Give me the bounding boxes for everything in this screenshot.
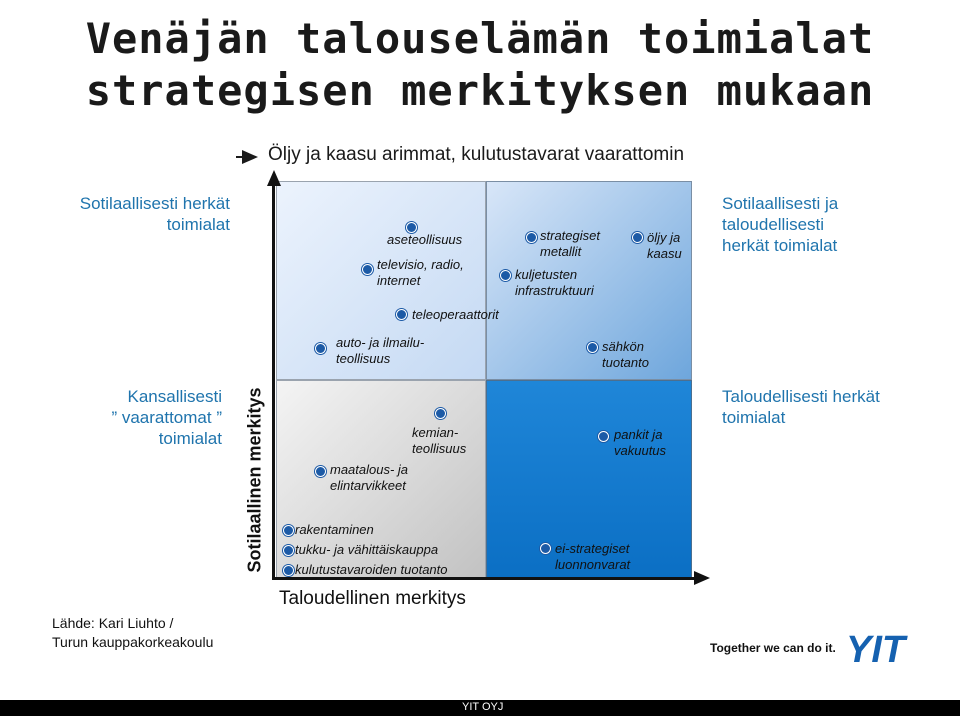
- yit-logo-icon: [842, 628, 938, 668]
- ei-strategiset-dot-icon: [540, 543, 551, 554]
- label-bottom-left: Kansallisesti ” vaarattomat ” toimialat: [111, 387, 222, 448]
- horizontal-axis-arrow-icon: [694, 571, 710, 585]
- teleoperaattorit-dot-icon: [396, 309, 407, 320]
- vertical-axis-arrow-icon: [267, 170, 281, 186]
- oljy-dot-icon: [632, 232, 643, 243]
- item-rakentaminen: rakentaminen: [295, 522, 374, 537]
- label-top-left: Sotilaallisesti herkät toimialat: [79, 194, 230, 234]
- item-kulutustavaroiden: kulutustavaroiden tuotanto: [295, 562, 448, 577]
- footer-text: YIT OYJ: [462, 701, 504, 713]
- label-top-right: Sotilaallisesti ja taloudellisesti herkät toimialat: [722, 194, 839, 255]
- footer-bar: [0, 700, 960, 716]
- pankit-dot-icon: [598, 431, 609, 442]
- kuljetusten-dot-icon: [500, 270, 511, 281]
- rakentaminen-dot-icon: [283, 525, 294, 536]
- title-line-1: Venäjän talouselämän toimialat: [85, 14, 875, 63]
- item-strategiset: strategiset metallit: [540, 228, 600, 259]
- item-auto: auto- ja ilmailu- teollisuus: [336, 335, 425, 366]
- item-kemian: kemian- teollisuus: [412, 425, 467, 456]
- tukku-dot-icon: [283, 545, 294, 556]
- item-aseteollisuus: aseteollisuus: [387, 232, 463, 247]
- maatalous-dot-icon: [315, 466, 326, 477]
- vertical-axis-label: Sotilaallinen merkitys: [244, 387, 265, 573]
- bullet-arrow-icon: [242, 150, 258, 164]
- item-maatalous: maatalous- ja elintarvikkeet: [330, 462, 409, 493]
- kemian-dot-icon: [435, 408, 446, 419]
- kulutustavaroiden-dot-icon: [283, 565, 294, 576]
- item-ei-strategiset: ei-strategiset luonnonvarat: [555, 541, 631, 572]
- item-pankit: pankit ja vakuutus: [614, 427, 667, 458]
- label-bottom-right: Taloudellisesti herkät toimialat: [722, 387, 880, 427]
- item-kuljetusten: kuljetusten infrastruktuuri: [515, 267, 594, 298]
- item-tukku: tukku- ja vähittäiskauppa: [295, 542, 439, 557]
- item-sahkon: sähkön tuotanto: [602, 339, 649, 370]
- auto-dot-icon: [315, 343, 326, 354]
- source-note: Lähde: Kari Liuhto / Turun kauppakorkeakoulu: [52, 615, 214, 650]
- sahkon-dot-icon: [587, 342, 598, 353]
- horizontal-axis-label: Taloudellinen merkitys: [279, 588, 466, 609]
- item-teleoperaattorit: teleoperaattorit: [412, 307, 499, 322]
- logo-text: YIT: [846, 629, 906, 668]
- title-line-2: strategisen merkityksen mukaan: [85, 66, 875, 115]
- item-televisio: televisio, radio, internet: [377, 257, 464, 288]
- slogan: Together we can do it.: [710, 641, 836, 655]
- strategiset-dot-icon: [526, 232, 537, 243]
- item-oljy: öljy ja kaasu: [647, 230, 682, 261]
- televisio-dot-icon: [362, 264, 373, 275]
- subtitle: Öljy ja kaasu arimmat, kulutustavarat vaarattomin: [268, 144, 685, 165]
